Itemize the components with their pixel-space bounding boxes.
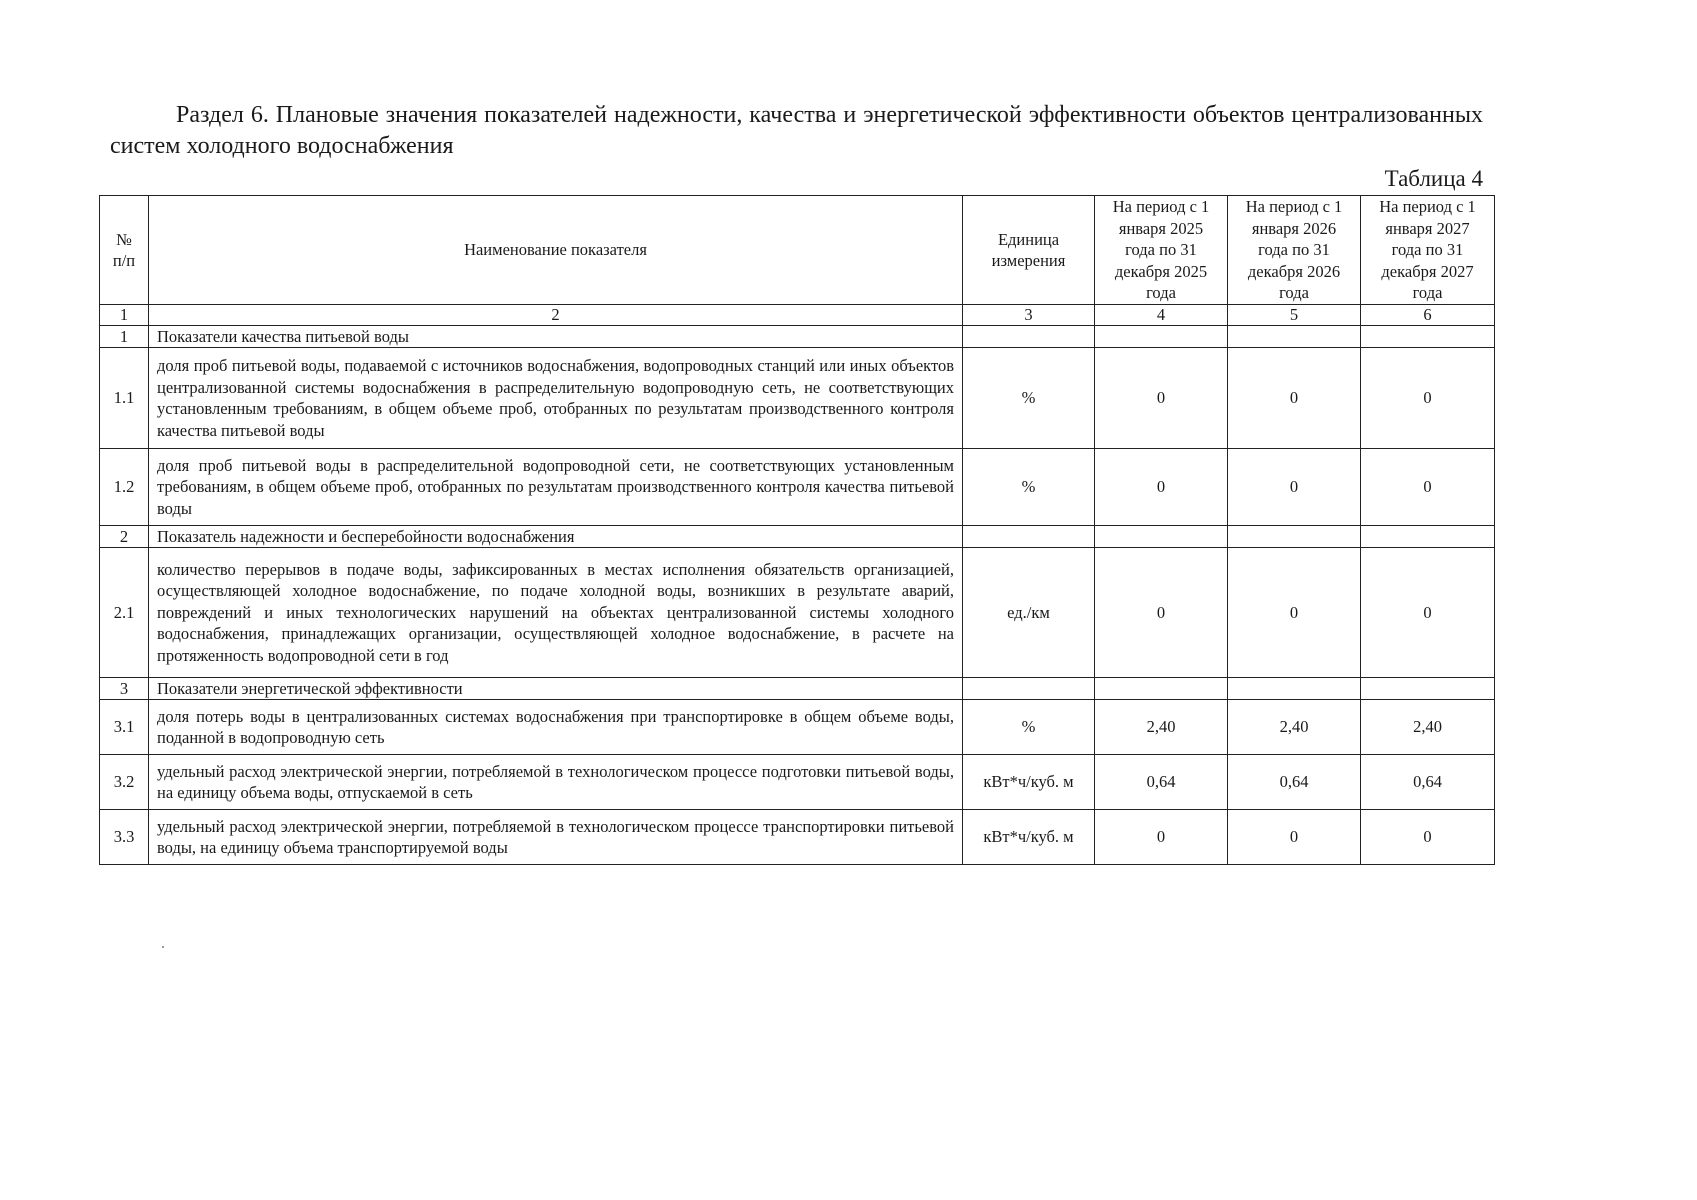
table-row <box>100 700 1495 755</box>
empty-cell <box>963 678 1095 700</box>
header-period-2027: На период с 1 января 2027 года по 31 декабря 2027 года <box>1361 196 1495 305</box>
value-2027: 0 <box>1361 348 1495 449</box>
indicator-unit: кВт*ч/куб. м <box>963 810 1095 865</box>
header-unit: Единица измерения <box>963 196 1095 305</box>
indicators-table <box>99 195 1495 865</box>
indicator-name: доля потерь воды в централизованных системах водоснабжения при транспортировке в общем объеме воды, поданной в водопроводную сеть <box>149 700 963 755</box>
row-num: 2.1 <box>100 548 149 678</box>
empty-cell <box>1361 526 1495 548</box>
indicator-name: доля проб питьевой воды в распределительной водопроводной сети, не соответствующих установленным требованиям, в общем объеме проб, отобранных по результатам производственного контроля качества питьевой воды <box>149 449 963 526</box>
section-row <box>100 526 1495 548</box>
empty-cell <box>1228 526 1361 548</box>
column-index: 4 <box>1095 305 1228 326</box>
row-num: 3.3 <box>100 810 149 865</box>
table-row <box>100 755 1495 810</box>
value-2027: 0,64 <box>1361 755 1495 810</box>
indicator-name: удельный расход электрической энергии, потребляемой в технологическом процессе транспортировки питьевой воды, на единицу объема транспортируемой воды <box>149 810 963 865</box>
column-index-row <box>100 305 1495 326</box>
value-2025: 0 <box>1095 810 1228 865</box>
column-index: 1 <box>100 305 149 326</box>
value-2027: 0 <box>1361 449 1495 526</box>
indicator-name: доля проб питьевой воды, подаваемой с источников водоснабжения, водопроводных станций или иных объектов централизованной системы водоснабжения в распределительную водопроводную сеть, не соответствующих установленным требованиям, в общем объеме проб, отобранных по результатам производственного контроля качества питьевой воды <box>149 348 963 449</box>
section-num: 3 <box>100 678 149 700</box>
table-row <box>100 548 1495 678</box>
header-name: Наименование показателя <box>149 196 963 305</box>
section-title: Показатель надежности и бесперебойности водоснабжения <box>149 526 963 548</box>
empty-cell <box>1228 326 1361 348</box>
value-2025: 0,64 <box>1095 755 1228 810</box>
value-2026: 0 <box>1228 449 1361 526</box>
column-index: 5 <box>1228 305 1361 326</box>
value-2025: 2,40 <box>1095 700 1228 755</box>
section-heading: Раздел 6. Плановые значения показателей надежности, качества и энергетической эффективности объектов централизованных систем холодного водоснабжения <box>110 102 1483 159</box>
section-num: 1 <box>100 326 149 348</box>
table-row <box>100 810 1495 865</box>
indicator-unit: ед./км <box>963 548 1095 678</box>
empty-cell <box>963 526 1095 548</box>
indicator-unit: % <box>963 348 1095 449</box>
column-index: 6 <box>1361 305 1495 326</box>
value-2026: 0 <box>1228 810 1361 865</box>
empty-cell <box>1095 678 1228 700</box>
value-2026: 2,40 <box>1228 700 1361 755</box>
section-row <box>100 678 1495 700</box>
empty-cell <box>1095 326 1228 348</box>
indicator-name: количество перерывов в подаче воды, зафиксированных в местах исполнения обязательств организацией, осуществляющей холодное водоснабжение, по подаче холодной воды, возникших в результате аварий, повреждений и иных технологических нарушений на объектах централизованной системы холодного водоснабжения, принадлежащих организации, осуществляющей холодное водоснабжение, в расчете на протяженность водопроводной сети в год <box>149 548 963 678</box>
row-num: 3.2 <box>100 755 149 810</box>
value-2027: 2,40 <box>1361 700 1495 755</box>
scan-speck <box>162 946 164 948</box>
indicator-unit: кВт*ч/куб. м <box>963 755 1095 810</box>
column-index: 3 <box>963 305 1095 326</box>
header-num: № п/п <box>100 196 149 305</box>
value-2025: 0 <box>1095 449 1228 526</box>
indicator-name: удельный расход электрической энергии, потребляемой в технологическом процессе подготовки питьевой воды, на единицу объема воды, отпускаемой в сеть <box>149 755 963 810</box>
row-num: 1.1 <box>100 348 149 449</box>
empty-cell <box>1095 526 1228 548</box>
value-2026: 0 <box>1228 348 1361 449</box>
value-2026: 0 <box>1228 548 1361 678</box>
value-2026: 0,64 <box>1228 755 1361 810</box>
value-2027: 0 <box>1361 810 1495 865</box>
section-title: Показатели энергетической эффективности <box>149 678 963 700</box>
section-row <box>100 326 1495 348</box>
table-row <box>100 348 1495 449</box>
empty-cell <box>1228 678 1361 700</box>
section-num: 2 <box>100 526 149 548</box>
row-num: 3.1 <box>100 700 149 755</box>
table-label: Таблица 4 <box>1384 166 1483 191</box>
indicator-unit: % <box>963 449 1095 526</box>
value-2027: 0 <box>1361 548 1495 678</box>
empty-cell <box>1361 326 1495 348</box>
table-header-row <box>100 196 1495 305</box>
value-2025: 0 <box>1095 348 1228 449</box>
empty-cell <box>963 326 1095 348</box>
indicator-unit: % <box>963 700 1095 755</box>
column-index: 2 <box>149 305 963 326</box>
row-num: 1.2 <box>100 449 149 526</box>
table-row <box>100 449 1495 526</box>
header-period-2026: На период с 1 января 2026 года по 31 декабря 2026 года <box>1228 196 1361 305</box>
section-title: Показатели качества питьевой воды <box>149 326 963 348</box>
empty-cell <box>1361 678 1495 700</box>
value-2025: 0 <box>1095 548 1228 678</box>
header-period-2025: На период с 1 января 2025 года по 31 декабря 2025 года <box>1095 196 1228 305</box>
